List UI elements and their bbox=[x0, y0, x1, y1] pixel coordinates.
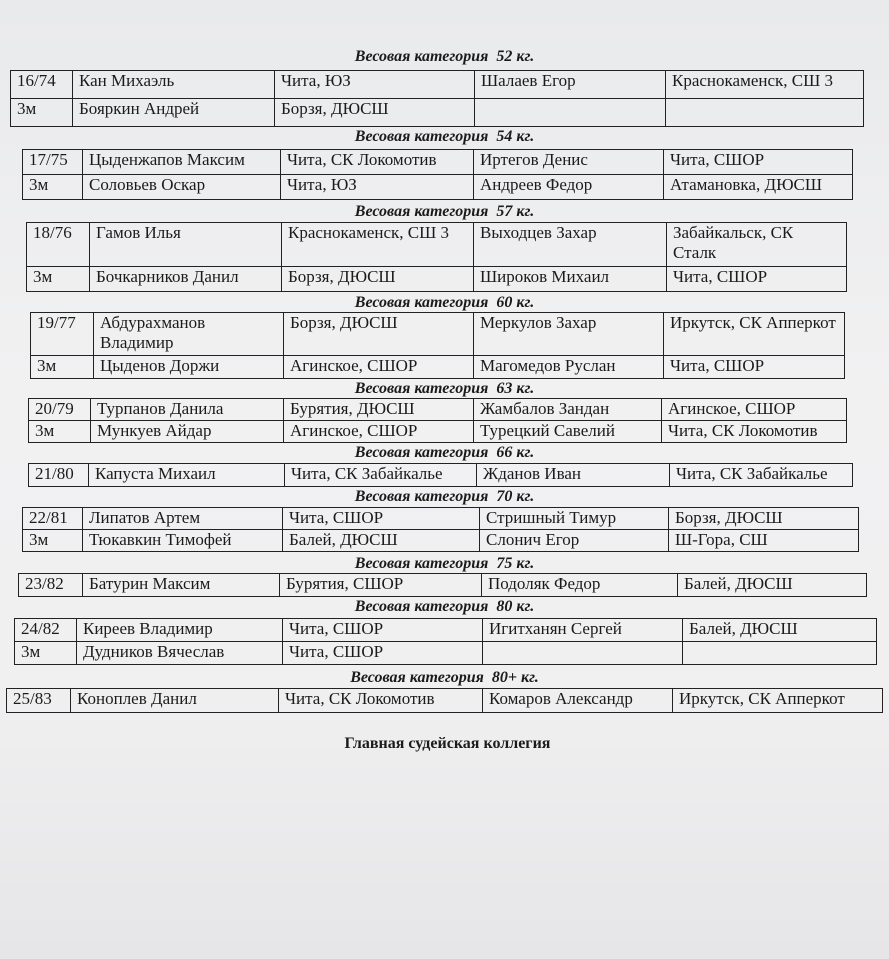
runner-up-club: Иркутск, СК Апперкот bbox=[673, 689, 883, 713]
table-row bbox=[23, 175, 853, 200]
category-title: Весовая категория 57 кг. bbox=[354, 203, 535, 220]
bronze-name-2: Широков Михаил bbox=[474, 267, 667, 292]
place-cell: 3м bbox=[29, 421, 91, 443]
bronze-name: Цыденов Доржи bbox=[94, 356, 284, 379]
place-cell: 3м bbox=[27, 267, 90, 292]
results-table bbox=[26, 222, 847, 292]
table-row bbox=[27, 267, 847, 292]
runner-up-name: Иртегов Денис bbox=[474, 150, 664, 175]
bronze-club-2: Чита, СШОР bbox=[667, 267, 847, 292]
bronze-club-2: Чита, СШОР bbox=[664, 356, 845, 379]
table-row bbox=[15, 619, 877, 642]
category-title: Весовая категория 80 кг. bbox=[354, 598, 535, 615]
runner-up-name: Комаров Александр bbox=[483, 689, 673, 713]
category-title: Весовая категория 75 кг. bbox=[354, 555, 535, 572]
runner-up-name: Жданов Иван bbox=[477, 464, 670, 487]
runner-up-name: Игитханян Сергей bbox=[483, 619, 683, 642]
winner-club: Чита, СК Локомотив bbox=[281, 150, 474, 175]
table-row bbox=[29, 421, 847, 443]
winner-club: Бурятия, ДЮСШ bbox=[284, 399, 474, 421]
bronze-club: Чита, ЮЗ bbox=[281, 175, 474, 200]
runner-up-name: Меркулов Захар bbox=[474, 313, 664, 356]
winner-name: Коноплев Данил bbox=[71, 689, 279, 713]
bronze-club: Борзя, ДЮСШ bbox=[282, 267, 474, 292]
runner-up-club: Чита, СК Забайкалье bbox=[670, 464, 853, 487]
category-title: Весовая категория 54 кг. bbox=[354, 128, 535, 145]
table-row bbox=[27, 223, 847, 267]
judging-panel-footer: Главная судейская коллегия bbox=[344, 735, 551, 752]
place-cell: 20/79 bbox=[29, 399, 91, 421]
winner-club: Борзя, ДЮСШ bbox=[284, 313, 474, 356]
winner-name: Киреев Владимир bbox=[77, 619, 283, 642]
bronze-name: Мункуев Айдар bbox=[91, 421, 284, 443]
bronze-name: Соловьев Оскар bbox=[83, 175, 281, 200]
winner-club: Чита, СШОР bbox=[283, 508, 480, 530]
winner-club: Чита, СК Забайкалье bbox=[285, 464, 477, 487]
results-table bbox=[22, 507, 859, 552]
table-row bbox=[19, 574, 867, 597]
category-title: Весовая категория 63 кг. bbox=[354, 380, 535, 397]
bronze-club-2: Чита, СК Локомотив bbox=[662, 421, 847, 443]
place-cell: 23/82 bbox=[19, 574, 83, 597]
place-cell: 25/83 bbox=[7, 689, 71, 713]
table-row bbox=[29, 464, 853, 487]
table-row bbox=[7, 689, 883, 713]
runner-up-club: Забайкальск, СК Сталк bbox=[667, 223, 847, 267]
bronze-club-2: Атамановка, ДЮСШ bbox=[664, 175, 853, 200]
place-cell: 3м bbox=[15, 642, 77, 665]
bronze-club-2 bbox=[683, 642, 877, 665]
table-row bbox=[23, 530, 859, 552]
category-title: Весовая категория 70 кг. bbox=[354, 488, 535, 505]
bronze-club-2 bbox=[666, 99, 864, 127]
winner-club: Чита, ЮЗ bbox=[275, 71, 475, 99]
runner-up-club: Балей, ДЮСШ bbox=[683, 619, 877, 642]
runner-up-club: Краснокаменск, СШ 3 bbox=[666, 71, 864, 99]
bronze-club-2: Ш-Гора, СШ bbox=[669, 530, 859, 552]
table-row bbox=[31, 313, 845, 356]
bronze-name-2: Слонич Егор bbox=[480, 530, 669, 552]
winner-name: Капуста Михаил bbox=[89, 464, 285, 487]
table-row bbox=[15, 642, 877, 665]
table-row bbox=[29, 399, 847, 421]
table-row bbox=[23, 150, 853, 175]
winner-name: Цыденжапов Максим bbox=[83, 150, 281, 175]
winner-name: Кан Михаэль bbox=[73, 71, 275, 99]
bronze-name: Дудников Вячеслав bbox=[77, 642, 283, 665]
bronze-club: Агинское, СШОР bbox=[284, 421, 474, 443]
bronze-club: Балей, ДЮСШ bbox=[283, 530, 480, 552]
place-cell: 22/81 bbox=[23, 508, 83, 530]
table-row bbox=[11, 99, 864, 127]
results-table bbox=[30, 312, 845, 379]
bronze-club: Чита, СШОР bbox=[283, 642, 483, 665]
runner-up-club: Агинское, СШОР bbox=[662, 399, 847, 421]
bronze-club: Агинское, СШОР bbox=[284, 356, 474, 379]
winner-club: Чита, СШОР bbox=[283, 619, 483, 642]
runner-up-name: Жамбалов Зандан bbox=[474, 399, 662, 421]
winner-club: Бурятия, СШОР bbox=[280, 574, 482, 597]
runner-up-name: Подоляк Федор bbox=[482, 574, 678, 597]
category-title: Весовая категория 60 кг. bbox=[354, 294, 535, 311]
place-cell: 3м bbox=[23, 530, 83, 552]
bronze-name: Тюкавкин Тимофей bbox=[83, 530, 283, 552]
table-row bbox=[11, 71, 864, 99]
place-cell: 19/77 bbox=[31, 313, 94, 356]
place-cell: 17/75 bbox=[23, 150, 83, 175]
results-table bbox=[18, 573, 867, 597]
winner-name: Абдурахманов Владимир bbox=[94, 313, 284, 356]
bronze-club: Борзя, ДЮСШ bbox=[275, 99, 475, 127]
place-cell: 3м bbox=[11, 99, 73, 127]
place-cell: 3м bbox=[23, 175, 83, 200]
winner-name: Турпанов Данила bbox=[91, 399, 284, 421]
winner-name: Липатов Артем bbox=[83, 508, 283, 530]
winner-name: Батурин Максим bbox=[83, 574, 280, 597]
runner-up-club: Иркутск, СК Апперкот bbox=[664, 313, 845, 356]
table-row bbox=[31, 356, 845, 379]
winner-club: Чита, СК Локомотив bbox=[279, 689, 483, 713]
bronze-name-2 bbox=[483, 642, 683, 665]
winner-name: Гамов Илья bbox=[90, 223, 282, 267]
runner-up-name: Выходцев Захар bbox=[474, 223, 667, 267]
place-cell: 3м bbox=[31, 356, 94, 379]
runner-up-club: Чита, СШОР bbox=[664, 150, 853, 175]
runner-up-name: Шалаев Егор bbox=[475, 71, 666, 99]
bronze-name: Бояркин Андрей bbox=[73, 99, 275, 127]
runner-up-club: Борзя, ДЮСШ bbox=[669, 508, 859, 530]
results-table bbox=[6, 688, 883, 713]
winner-club: Краснокаменск, СШ 3 bbox=[282, 223, 474, 267]
bronze-name: Бочкарников Данил bbox=[90, 267, 282, 292]
bronze-name-2 bbox=[475, 99, 666, 127]
results-table bbox=[14, 618, 877, 665]
results-table bbox=[22, 149, 853, 200]
results-table bbox=[28, 398, 847, 443]
results-table bbox=[28, 463, 853, 487]
category-title: Весовая категория 52 кг. bbox=[354, 48, 535, 65]
bronze-name-2: Магомедов Руслан bbox=[474, 356, 664, 379]
bronze-name-2: Турецкий Савелий bbox=[474, 421, 662, 443]
place-cell: 24/82 bbox=[15, 619, 77, 642]
runner-up-club: Балей, ДЮСШ bbox=[678, 574, 867, 597]
place-cell: 21/80 bbox=[29, 464, 89, 487]
category-title: Весовая категория 66 кг. bbox=[354, 444, 535, 461]
place-cell: 18/76 bbox=[27, 223, 90, 267]
table-row bbox=[23, 508, 859, 530]
bronze-name-2: Андреев Федор bbox=[474, 175, 664, 200]
results-table bbox=[10, 70, 864, 127]
category-title: Весовая категория 80+ кг. bbox=[350, 669, 539, 686]
runner-up-name: Стришный Тимур bbox=[480, 508, 669, 530]
place-cell: 16/74 bbox=[11, 71, 73, 99]
